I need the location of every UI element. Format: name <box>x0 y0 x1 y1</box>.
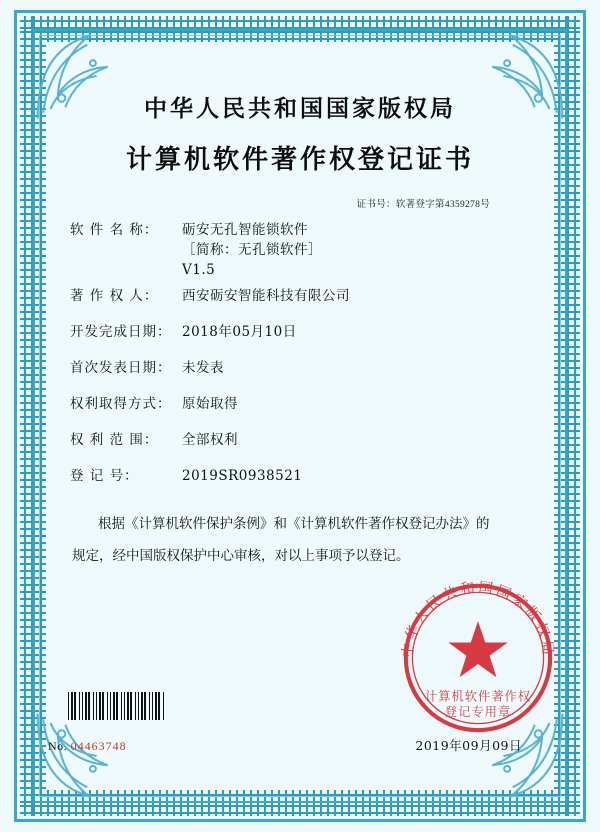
field-value-version: V1.5 <box>182 262 216 278</box>
document-number-value: 04463748 <box>70 739 127 753</box>
field-value: 砺安无孔智能锁软件 <box>182 222 308 238</box>
statement-line-1: 根据《计算机软件保护条例》和《计算机软件著作权登记办法》的 <box>98 516 490 532</box>
document-number <box>48 739 127 754</box>
fields-list <box>48 220 552 486</box>
field-first-publish-date <box>70 358 542 378</box>
document-number-label: No. <box>48 739 68 753</box>
official-seal-icon <box>396 576 560 740</box>
field-label: 开发完成日期： <box>70 324 172 340</box>
field-acquisition-method <box>70 394 542 414</box>
field-label: 首次发表日期： <box>70 360 172 376</box>
field-label: 登 记 号： <box>70 468 139 484</box>
svg-text:计算机软件著作权: 计算机软件著作权 <box>424 689 532 704</box>
svg-text:中华人民共和国国家版权局: 中华人民共和国国家版权局 <box>399 579 557 659</box>
field-rights-scope <box>70 430 542 450</box>
issue-date: 2019年09月09日 <box>415 738 522 753</box>
field-label: 软 件 名 称： <box>70 222 159 238</box>
legal-statement <box>48 508 552 572</box>
field-value: 2018年05月10日 <box>182 324 297 340</box>
svg-text:登记专用章: 登记专用章 <box>444 705 512 720</box>
certificate-number: 证书号：软著登字第4359278号 <box>356 200 490 210</box>
barcode <box>68 692 164 720</box>
field-value: 未发表 <box>182 360 224 376</box>
field-value-alias: ［简称：无孔锁软件］ <box>182 242 322 258</box>
issuer-title: 中华人民共和国国家版权局 <box>144 95 456 122</box>
field-value: 西安砺安智能科技有限公司 <box>182 288 350 304</box>
field-value-group <box>182 220 322 280</box>
field-copyright-owner <box>70 286 542 306</box>
field-label: 著 作 权 人： <box>70 288 159 304</box>
field-label: 权 利 范 围： <box>70 432 159 448</box>
field-registration-number <box>70 466 542 486</box>
page-title: 计算机软件著作权登记证书 <box>125 145 474 175</box>
statement-line-2: 规定，经中国版权保护中心审核，对以上事项予以登记。 <box>72 548 410 564</box>
field-label: 权利取得方式： <box>70 396 172 412</box>
field-value: 2019SR0938521 <box>182 468 303 484</box>
field-development-date <box>70 322 542 342</box>
field-software-name <box>70 220 542 280</box>
field-value: 全部权利 <box>182 432 238 448</box>
field-value: 原始取得 <box>182 396 238 412</box>
